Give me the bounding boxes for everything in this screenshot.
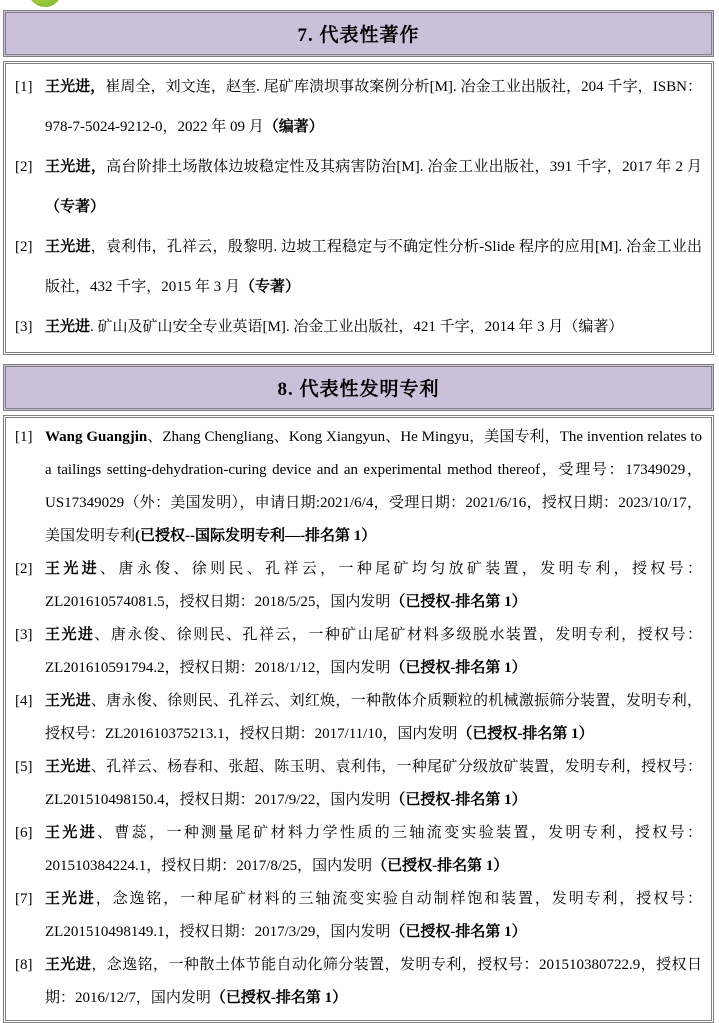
item-text: 王光进，念逸铭，一种尾矿材料的三轴流变实验自动制样饱和装置，发明专利，授权号：ZL201510498149.1，授权日期：2017/3/29，国内发明（已授权-排名第 1）	[45, 891, 702, 940]
item-number: [6]	[15, 825, 33, 841]
item-text: 王光进，崔周全，刘文连，赵奎. 尾矿库溃坝事故案例分析[M]. 冶金工业出版社，204 千字，ISBN：978-7-5024-9212-0，2022 年 09 月（编著）	[45, 79, 702, 135]
item-number: [4]	[15, 693, 33, 709]
green-circle-icon	[28, 0, 62, 7]
section-7-header-bar	[3, 10, 714, 57]
item-number: [8]	[15, 957, 33, 973]
section-8-content	[3, 415, 714, 1023]
item-number: [1]	[15, 79, 33, 95]
list-item	[15, 421, 702, 553]
list-item	[15, 751, 702, 817]
list-item	[15, 67, 702, 147]
list-item	[15, 227, 702, 307]
item-number: [2]	[15, 159, 33, 175]
section-8-title: 8. 代表性发明专利	[277, 379, 440, 400]
item-number: [5]	[15, 759, 33, 775]
item-text: Wang Guangjin、Zhang Chengliang、Kong Xiangyun、He Mingyu，美国专利，The invention relates to a tailings setting-dehydration-curing device and an experimental method thereof，受理号：17349029，US17349029（外：美国发明），申请日期:2021/6/4，受理日期：2021/6/16，授权日期：2023/10/17，美国发明专利(已授权--国际发明专利—-排名第 1）	[45, 429, 702, 544]
item-text: 王光进. 矿山及矿山安全专业英语[M]. 冶金工业出版社，421 千字，2014 年 3 月（编著）	[45, 319, 624, 335]
list-item	[15, 949, 702, 1015]
item-number: [3]	[15, 627, 33, 643]
list-item	[15, 619, 702, 685]
item-text: 王光进、唐永俊、徐则民、孔祥云，一种尾矿均匀放矿装置，发明专利，授权号：ZL201610574081.5，授权日期：2018/5/25，国内发明（已授权-排名第 1）	[45, 561, 702, 610]
section-7-content	[3, 61, 714, 355]
list-item	[15, 553, 702, 619]
section-8-header-bar	[3, 364, 714, 411]
item-text: 王光进、唐永俊、徐则民、孔祥云、刘红焕，一种散体介质颗粒的机械激振筛分装置，发明专利，授权号：ZL201610375213.1，授权日期：2017/11/10，国内发明（已授权-排名第 1）	[45, 693, 702, 742]
item-text: 王光进、曹蕊，一种测量尾矿材料力学性质的三轴流变实验装置，发明专利，授权号：201510384224.1，授权日期：2017/8/25，国内发明（已授权-排名第 1）	[45, 825, 702, 874]
item-text: 王光进，高台阶排土场散体边坡稳定性及其病害防治[M]. 冶金工业出版社，391 千字，2017 年 2 月（专著）	[45, 159, 702, 215]
list-item	[15, 685, 702, 751]
list-item	[15, 147, 702, 227]
item-text: 王光进、唐永俊、徐则民、孔祥云，一种矿山尾矿材料多级脱水装置，发明专利，授权号：ZL201610591794.2，授权日期：2018/1/12，国内发明（已授权-排名第 1）	[45, 627, 702, 676]
list-item	[15, 883, 702, 949]
item-text: 王光进，念逸铭，一种散土体节能自动化筛分装置，发明专利，授权号：201510380722.9，授权日期：2016/12/7，国内发明（已授权-排名第 1）	[45, 957, 702, 1006]
item-text: 王光进、孔祥云、杨春和、张超、陈玉明、袁利伟，一种尾矿分级放矿装置，发明专利，授权号：ZL201510498150.4，授权日期：2017/9/22，国内发明（已授权-排名第 1）	[45, 759, 702, 808]
section-7-title: 7. 代表性著作	[297, 25, 420, 46]
item-number: [2]	[15, 239, 33, 255]
item-number: [1]	[15, 429, 33, 445]
item-text: 王光进，袁利伟，孔祥云，殷黎明. 边坡工程稳定与不确定性分析-Slide 程序的应用[M]. 冶金工业出版社，432 千字，2015 年 3 月（专著）	[45, 239, 702, 295]
item-number: [2]	[15, 561, 33, 577]
list-item	[15, 307, 702, 347]
item-number: [3]	[15, 319, 33, 335]
item-number: [7]	[15, 891, 33, 907]
list-item	[15, 817, 702, 883]
